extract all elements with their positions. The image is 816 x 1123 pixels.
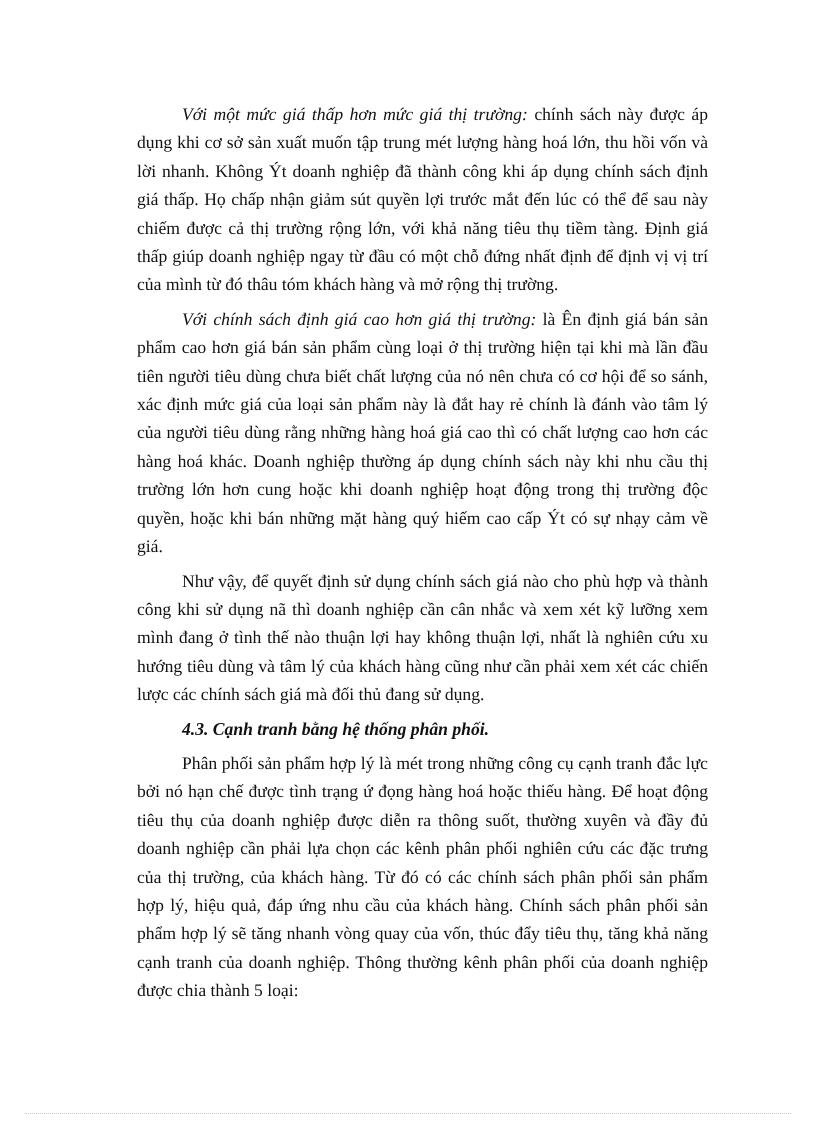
paragraph-low-price-policy: [137, 100, 708, 299]
paragraph-lead-high-price: Với chính sách định giá cao hơn giá thị trường:: [182, 308, 537, 329]
footer-divider: [25, 1113, 791, 1114]
paragraph-body-high-price: là Ên định giá bán sản phẩm cao hơn giá bán sản phẩm cùng loại ở thị trường hiện tại khi mà lần đầu tiên người tiêu dùng chưa biết chất lượng của nó nên chưa có cơ hội để so sánh, xác định mức giá của loại sản phẩm này là đắt hay rẻ chính là đánh vào tâm lý của người tiêu dùng rằng những hàng hoá giá cao thì có chất lượng cao hơn các hàng hoá khác. Doanh nghiệp thường áp dụng chính sách này khi nhu cầu thị trường lớn hơn cung hoặc khi doanh nghiệp hoạt động trong thị trường độc quyền, hoặc khi bán những mặt hàng quý hiếm cao cấp Ýt có sự nhạy cảm về giá.: [137, 308, 708, 557]
paragraph-conclusion: Như vậy, để quyết định sử dụng chính sách giá nào cho phù hợp và thành công khi sử dụng nã thì doanh nghiệp cần cân nhắc và xem xét kỹ lưỡng xem mình đang ở tình thế nào thuận lợi hay không thuận lợi, nhất là nghiên cứu xu hướng tiêu dùng và tâm lý của khách hàng cũng như cần phải xem xét các chiến lược các chính sách giá mà đối thủ đang sử dụng.: [137, 570, 708, 705]
paragraph-lead-low-price: Với một mức giá thấp hơn mức giá thị trường:: [182, 104, 528, 124]
paragraph-distribution: Phân phối sản phẩm hợp lý là mét trong những công cụ cạnh tranh đắc lực bởi nó hạn chế được tình trạng ứ đọng hàng hoá hoặc thiếu hàng. Để hoạt động tiêu thụ của doanh nghiệp được diễn ra thông suốt, thường xuyên và đầy đủ doanh nghiệp cần phải lựa chọn các kênh phân phối nghiên cứu các đặc trưng của thị trường, của khách hàng. Từ đó có các chính sách phân phối sản phẩm hợp lý, hiệu quả, đáp ứng nhu cầu của khách hàng. Chính sách phân phối sản phẩm hợp lý sẽ tăng nhanh vòng quay của vốn, thúc đẩy tiêu thụ, tăng khả năng cạnh tranh của doanh nghiệp. Thông thường kênh phân phối của doanh nghiệp được chia thành 5 loại:: [137, 752, 708, 1001]
document-page: [137, 100, 708, 1011]
paragraph-body-low-price: chính sách này được áp dụng khi cơ sở sản xuất muốn tập trung mét lượng hàng hoá lớn, thu hồi vốn và lời nhanh. Không Ýt doanh nghiệp đã thành công khi áp dụng chính sách định giá thấp. Họ chấp nhận giảm sút quyền lợi trước mắt đến lúc có thể để sau này chiếm được cả thị trường rộng lớn, với khả năng tiêu thụ tiềm tàng. Định giá thấp giúp doanh nghiệp ngay từ đầu có một chỗ đứng nhất định để định vị vị trí của mình từ đó thâu tóm khách hàng và mở rộng thị trường.: [137, 104, 708, 295]
section-heading: 4.3. Cạnh tranh bằng hệ thống phân phối.: [182, 718, 490, 739]
paragraph-high-price-policy: [137, 305, 708, 561]
